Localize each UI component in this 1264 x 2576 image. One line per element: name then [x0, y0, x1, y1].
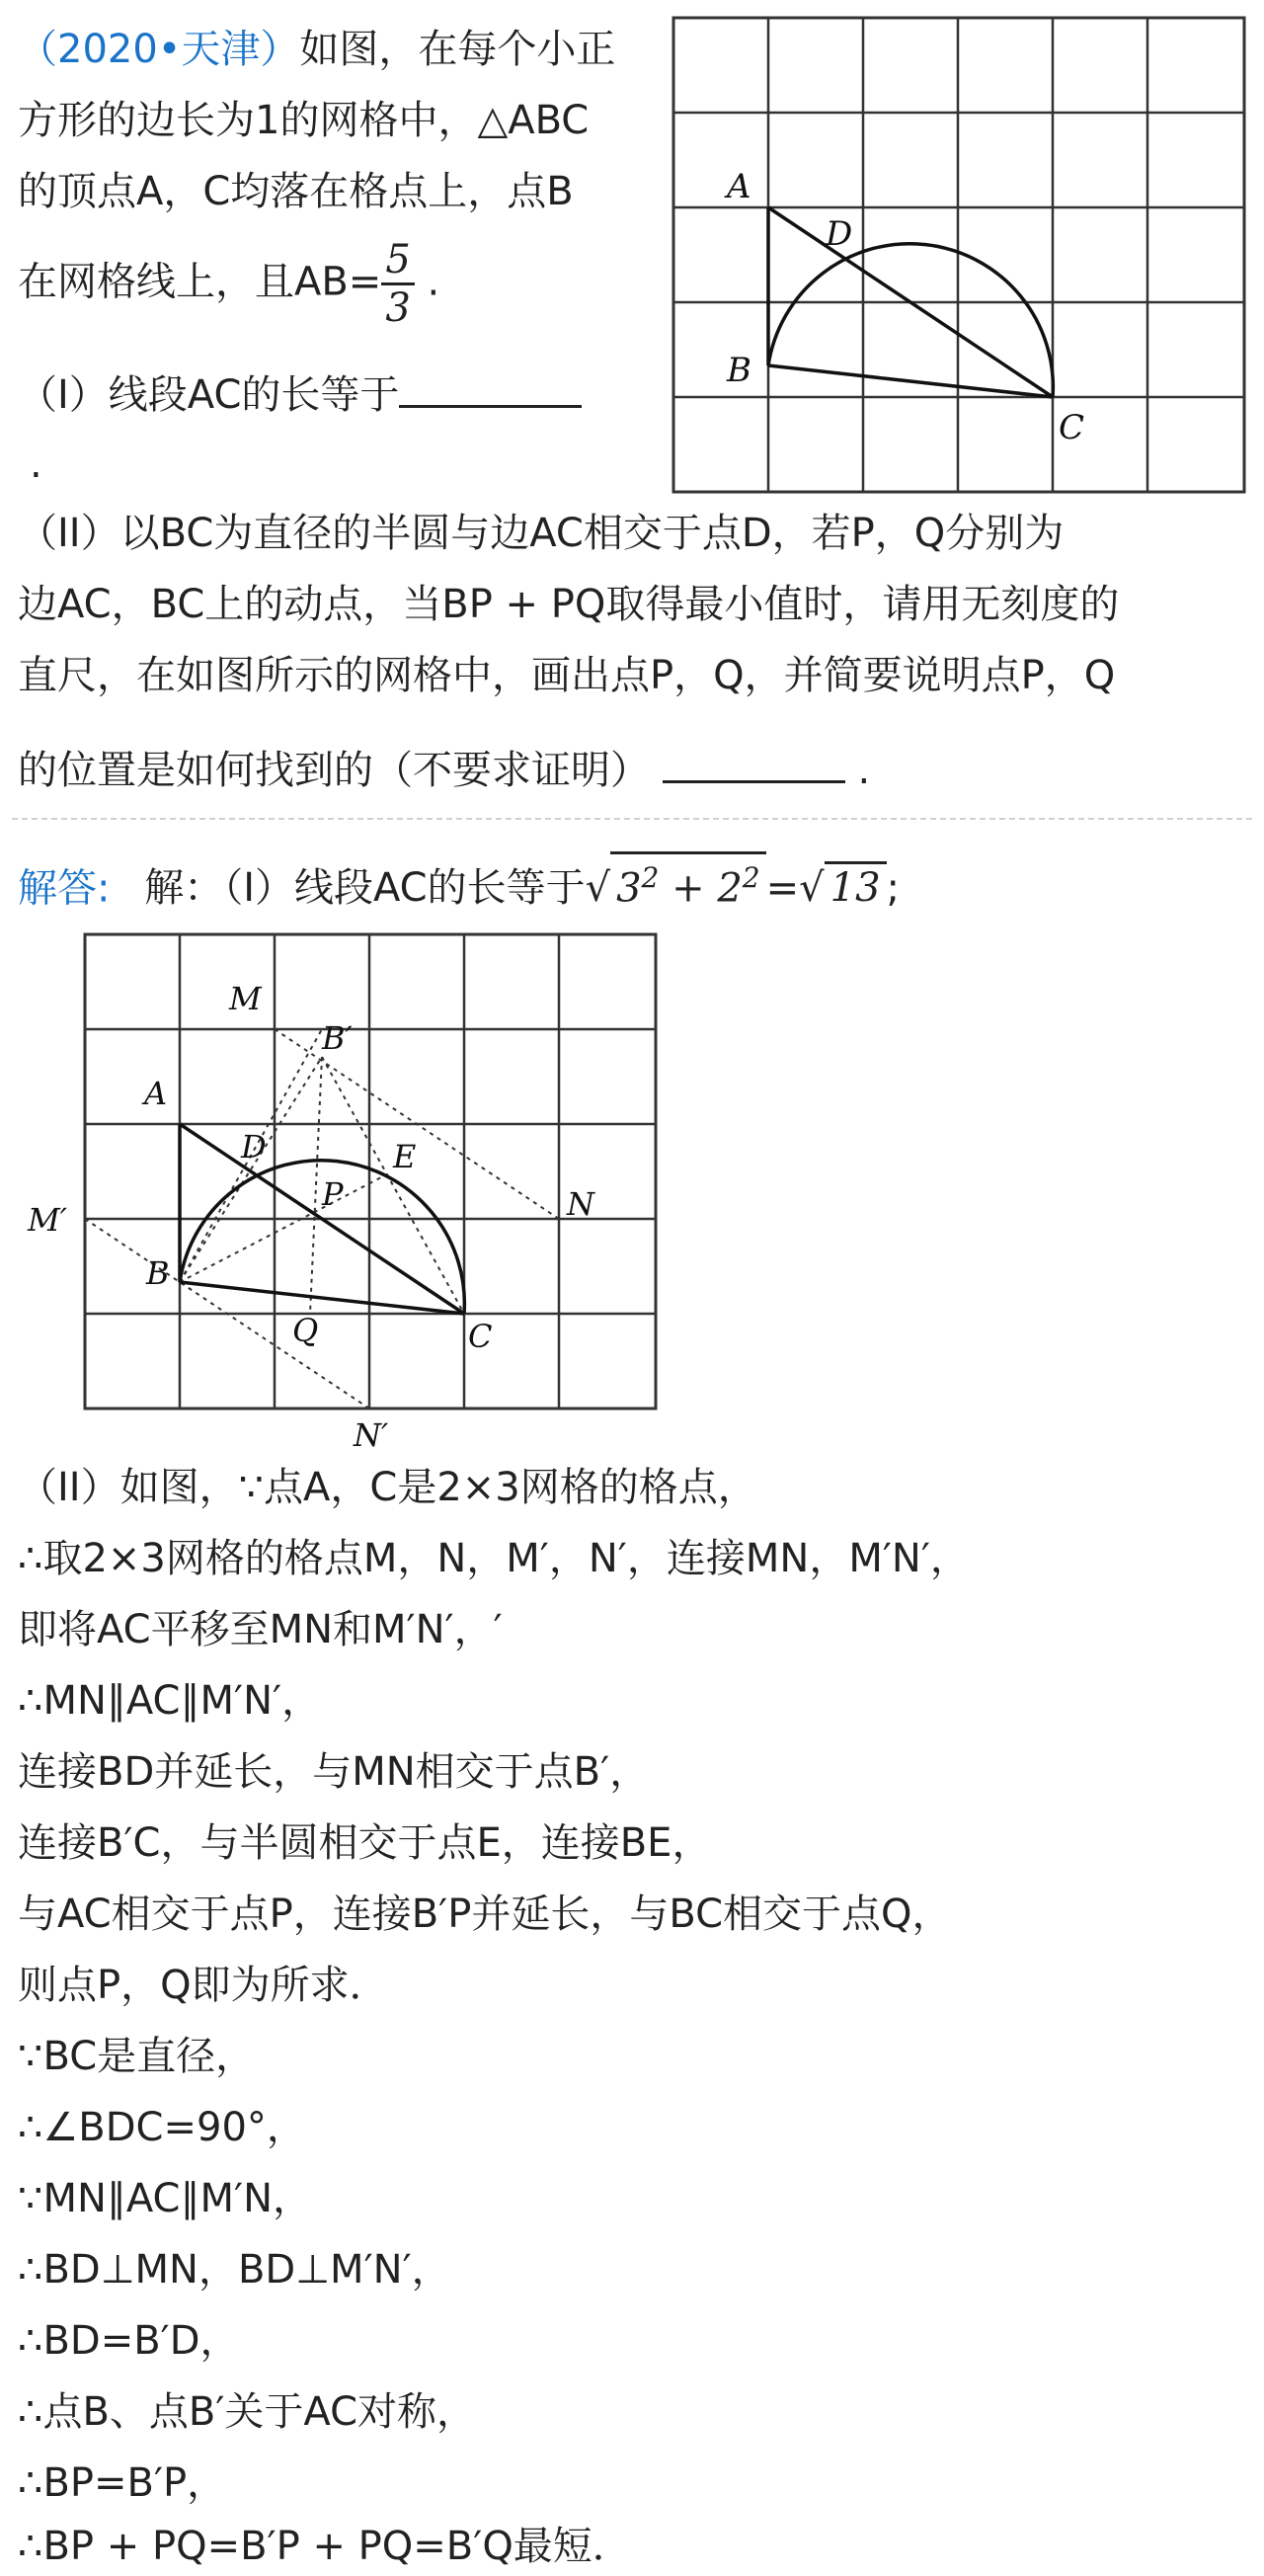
solution-line-2: ∴取2×3网格的格点M，N，M′，N′，连接MN，M′N′， [18, 1536, 970, 1581]
solution-line-14: ∴点B、点B′关于AC对称， [18, 2389, 477, 2435]
part2-line-4: 的位置是如何找到的（不要求证明） . [18, 748, 871, 793]
part1-question: （I）线段AC的长等于 [18, 365, 582, 425]
part1-end-dot: . [30, 442, 42, 487]
fig1-label-c: C [1059, 408, 1085, 447]
solution-line-1: （II）如图，∵点A，C是2×3网格的格点， [18, 1465, 757, 1510]
solution-line-7: 与AC相交于点P，连接B′P并延长，与BC相交于点Q， [18, 1892, 952, 1937]
solution-line-3: 即将AC平移至MN和M′N′，′ [18, 1607, 503, 1652]
fig1-label-a: A [727, 167, 751, 206]
part2-line-2: 边AC，BC上的动点，当BP + PQ取得最小值时，请用无刻度的 [18, 582, 1120, 627]
problem-line-2: 方形的边长为1的网格中，△ABC [18, 98, 590, 143]
solution-line-5: 连接BD并延长，与MN相交于点B′， [18, 1749, 650, 1795]
solution-line-11: ∵MN∥AC∥M′N， [18, 2176, 312, 2221]
fig2-label-bprime: B′ [322, 1019, 353, 1057]
fig2-label-a: A [144, 1075, 168, 1112]
solution-line-16: ∴BP + PQ=B′P + PQ=B′Q最短． [18, 2524, 632, 2569]
figure-1-grid [672, 16, 1246, 494]
problem-line-1: （2020•天津）如图，在每个小正 [18, 27, 616, 72]
problem-line-3: 的顶点A，C均落在格点上，点B [18, 169, 574, 214]
answer-blank-2 [663, 780, 845, 783]
fig2-label-n: N [567, 1185, 594, 1223]
solution-line-4: ∴MN∥AC∥M′N′， [18, 1678, 322, 1724]
fig1-label-d: D [826, 214, 853, 254]
fig2-label-d: D [241, 1128, 267, 1166]
fig2-label-e: E [393, 1138, 417, 1175]
solution-line-8: 则点P，Q即为所求． [18, 1963, 389, 2008]
fig2-label-nprime: N′ [354, 1416, 389, 1454]
fig1-label-b: B [727, 351, 751, 390]
sqrt-expression: √ $3^2 + 2^2$ [586, 865, 766, 911]
problem-line-4: 在网格线上，且AB= $\frac{5}{3}$ . [18, 237, 440, 331]
answer-blank-1 [399, 405, 582, 408]
fig2-label-q: Q [292, 1312, 319, 1349]
solution-line-12: ∴BD⊥MN，BD⊥M′N′， [18, 2247, 451, 2293]
fig2-label-p: P [322, 1175, 344, 1213]
part2-line-3: 直尺，在如图所示的网格中，画出点P，Q，并简要说明点P，Q [18, 653, 1116, 698]
answer-line-1: 解答: 解：（I）线段AC的长等于√ $3^2 + 2^2$ =√ 13 ; [18, 851, 900, 923]
answer-label: 解答: [18, 865, 111, 912]
solution-line-6: 连接B′C，与半圆相交于点E，连接BE， [18, 1820, 712, 1866]
fraction-ab: $\frac{5}{3}$ [381, 237, 414, 331]
fig2-label-m: M [229, 980, 262, 1017]
fig2-label-mprime: M′ [28, 1201, 68, 1239]
fig2-label-b: B [146, 1254, 170, 1292]
fig2-label-c: C [468, 1318, 493, 1355]
figure-2-grid [0, 928, 681, 1462]
solution-line-15: ∴BP=B′P， [18, 2460, 227, 2506]
solution-line-13: ∴BD=B′D， [18, 2318, 240, 2364]
solution-line-10: ∴∠BDC=90°， [18, 2105, 306, 2150]
problem-source: （2020•天津） [18, 27, 300, 72]
section-divider [12, 818, 1252, 820]
part2-line-1: （II）以BC为直径的半圆与边AC相交于点D，若P，Q分别为 [18, 511, 1065, 556]
solution-line-9: ∵BC是直径， [18, 2034, 256, 2079]
